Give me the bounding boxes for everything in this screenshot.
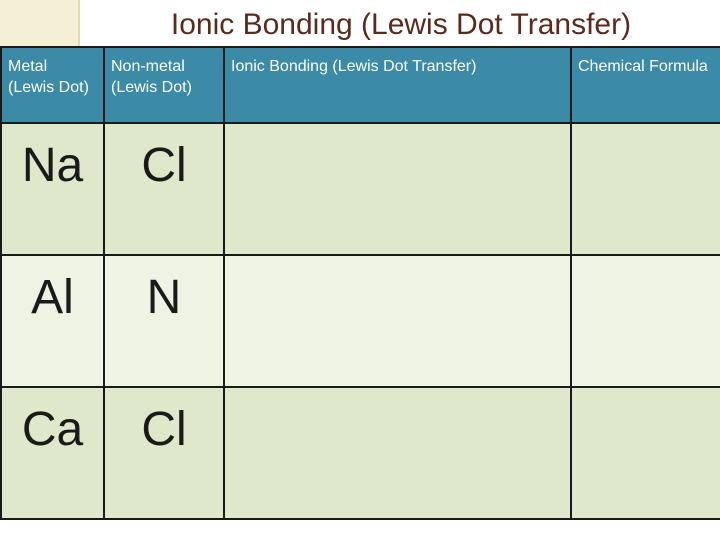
- table-row: [1, 255, 720, 387]
- nonmetal-symbol: Cl: [141, 139, 187, 192]
- nonmetal-symbol: N: [146, 271, 182, 324]
- table-header-row: [1, 47, 720, 123]
- formula-cell: [571, 123, 720, 255]
- metal-symbol: Ca: [21, 403, 84, 456]
- header-chemical-formula: Chemical Formula: [571, 47, 720, 123]
- bonding-cell: [224, 387, 571, 519]
- bonding-cell: [224, 123, 571, 255]
- slide-title: Ionic Bonding (Lewis Dot Transfer): [170, 8, 632, 41]
- formula-cell: [571, 387, 720, 519]
- ionic-bonding-table: [0, 46, 720, 520]
- header-metal: Metal (Lewis Dot): [1, 47, 104, 123]
- nonmetal-symbol: Cl: [141, 403, 187, 456]
- table-row: [1, 123, 720, 255]
- nonmetal-cell: [104, 123, 224, 255]
- metal-cell: [1, 123, 104, 255]
- metal-symbol: Al: [31, 271, 74, 324]
- table-row: [1, 387, 720, 519]
- nonmetal-cell: [104, 255, 224, 387]
- metal-cell: [1, 387, 104, 519]
- nonmetal-cell: [104, 387, 224, 519]
- metal-cell: [1, 255, 104, 387]
- header-ionic-bonding: Ionic Bonding (Lewis Dot Transfer): [224, 47, 571, 123]
- metal-symbol: Na: [21, 139, 84, 192]
- bonding-cell: [224, 255, 571, 387]
- formula-cell: [571, 255, 720, 387]
- slide-decoration-bar: [0, 0, 80, 46]
- header-nonmetal: Non-metal (Lewis Dot): [104, 47, 224, 123]
